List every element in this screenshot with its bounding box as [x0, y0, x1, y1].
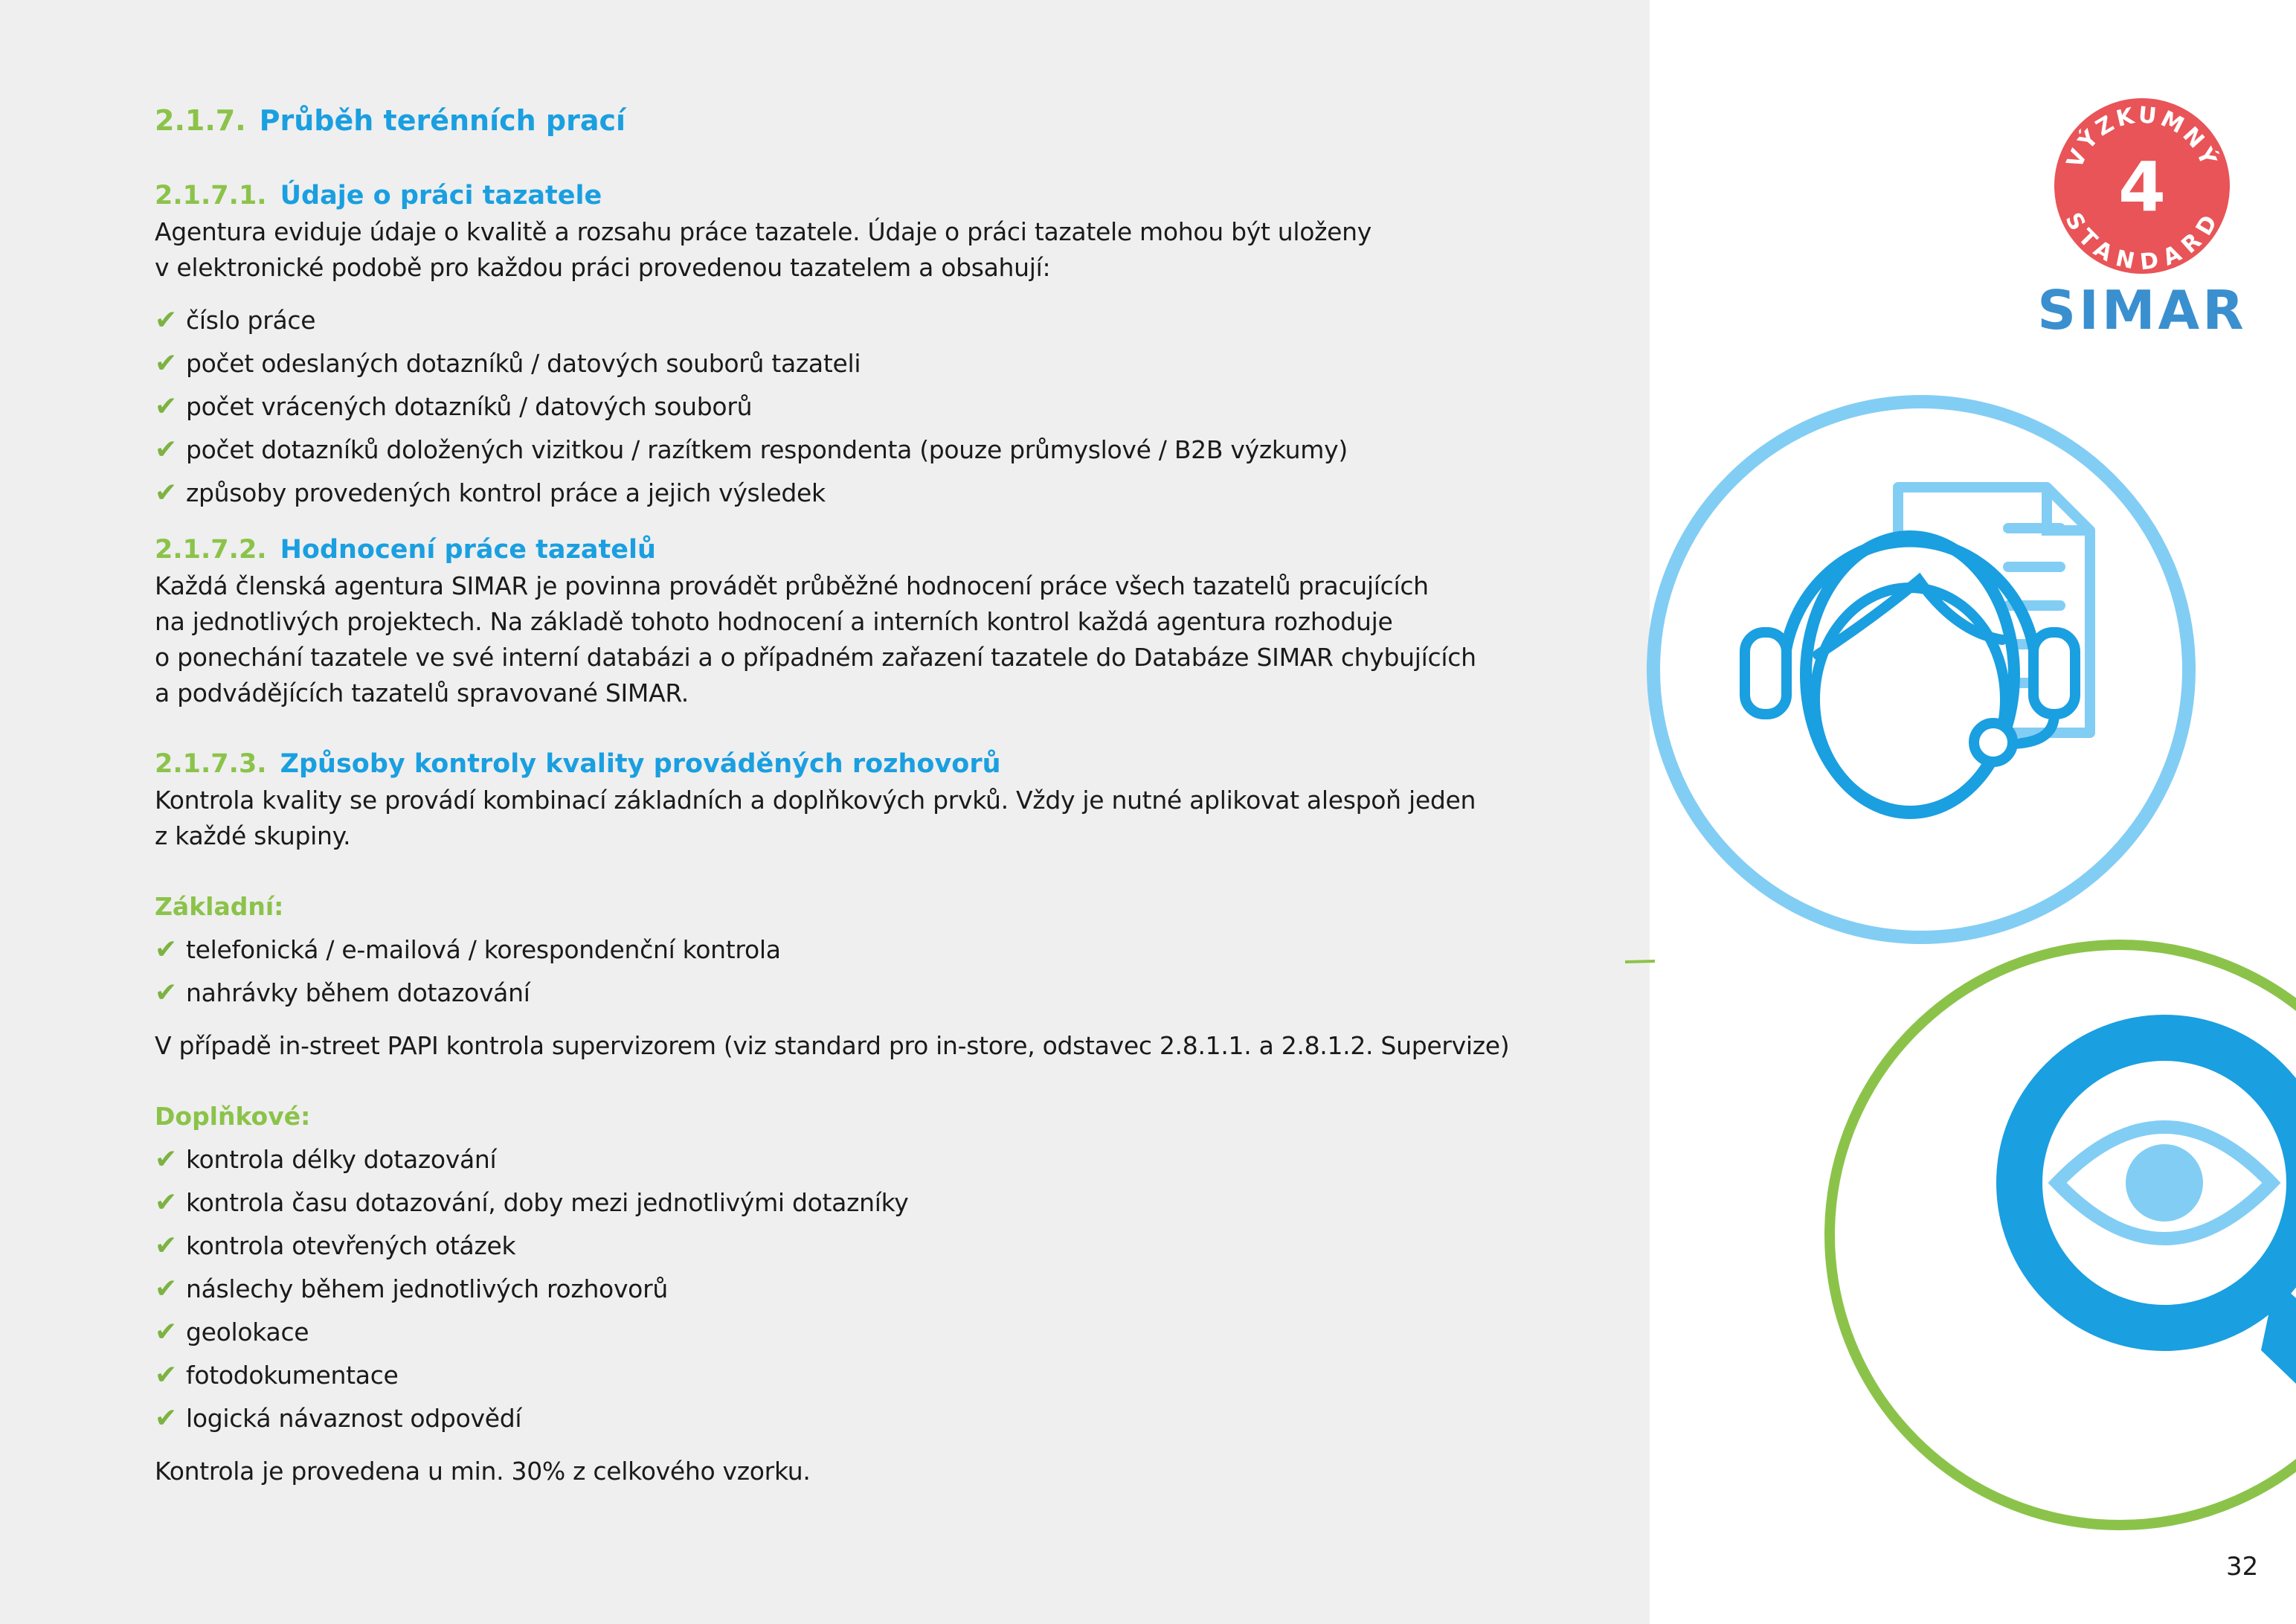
list-item: ✔ způsoby provedených kontrol práce a jejich výsledek: [155, 472, 1635, 515]
check-icon: ✔: [155, 1403, 177, 1434]
check-icon: ✔: [155, 478, 177, 508]
check-icon: ✔: [155, 934, 177, 965]
page-number: 32: [2226, 1552, 2259, 1582]
check-icon: ✔: [155, 1317, 177, 1347]
magnifier-eye-icon: [2019, 1038, 2296, 1384]
paragraph-line: na jednotlivých projektech. Na základě tohoto hodnocení a interních kontrol každá agentura rozhoduje: [155, 607, 1393, 636]
paragraph-line: Každá členská agentura SIMAR je povinna provádět průběžné hodnocení práce všech tazatelů pracujících: [155, 571, 1429, 600]
list-item: ✔ geolokace: [155, 1311, 1635, 1354]
section-title: Průběh terénních prací: [259, 104, 626, 137]
paragraph-line: v elektronické podobě pro každou práci provedenou tazatelem a obsahují:: [155, 253, 1051, 282]
simar-logo: SIMAR: [2037, 279, 2247, 341]
check-icon: ✔: [155, 391, 177, 422]
list-item: ✔ telefonická / e-mailová / korespondenční kontrola: [155, 928, 1635, 972]
list-item: ✔ počet vrácených dotazníků / datových souborů: [155, 385, 1635, 429]
list-item: ✔ kontrola času dotazování, doby mezi jednotlivými dotazníky: [155, 1181, 1635, 1225]
check-icon: ✔: [155, 1187, 177, 1218]
standard-badge: [2037, 98, 2246, 341]
badge-arc-bottom: STANDARD: [2059, 208, 2225, 276]
check-icon: ✔: [155, 978, 177, 1008]
subsection-title: Hodnocení práce tazatelů: [280, 535, 656, 565]
list-item: ✔ fotodokumentace: [155, 1354, 1635, 1397]
list-item: ✔ kontrola otevřených otázek: [155, 1225, 1635, 1268]
check-icon: ✔: [155, 1230, 177, 1261]
check-icon: ✔: [155, 434, 177, 465]
basic-group-label: Základní:: [155, 892, 284, 921]
paragraph-line: o ponechání tazatele ve své interní databázi a o případném zařazení tazatele do Databáze SIMAR chybujících: [155, 643, 1476, 672]
subsection-title: Způsoby kontroly kvality prováděných rozhovorů: [280, 749, 1001, 779]
paragraph-line: Kontrola kvality se provádí kombinací základních a doplňkových prvků. Vždy je nutné aplikovat alespoň jeden: [155, 786, 1476, 815]
green-stroke: [1625, 961, 1655, 962]
basic-note: V případě in-street PAPI kontrola supervizorem (viz standard pro in-store, odstavec 2.8.1.1. a 2.8.1.2. Supervize): [155, 1031, 1510, 1060]
check-icon: ✔: [155, 1144, 177, 1175]
list-item: ✔ počet odeslaných dotazníků / datových souborů tazateli: [155, 342, 1635, 385]
subsection-number: 2.1.7.3.: [155, 749, 267, 779]
check-icon: ✔: [155, 1274, 177, 1304]
interviewer-headset-icon: [1745, 487, 2090, 813]
list-item: ✔ kontrola délky dotazování: [155, 1138, 1635, 1181]
paragraph-line: a podvádějících tazatelů spravované SIMAR.: [155, 678, 689, 707]
list-item: ✔ náslechy během jednotlivých rozhovorů: [155, 1268, 1635, 1311]
section-number: 2.1.7.: [155, 104, 246, 137]
subsection-number: 2.1.7.1.: [155, 181, 267, 211]
badge-arc-top: VÝZKUMNÝ: [2062, 102, 2222, 173]
subsection-number: 2.1.7.2.: [155, 535, 267, 565]
paragraph-line: z každé skupiny.: [155, 821, 351, 850]
subsection-title: Údaje o práci tazatele: [280, 181, 602, 211]
list-item: ✔ počet dotazníků doložených vizitkou / razítkem respondenta (pouze průmyslové / B2B výzkumy): [155, 429, 1635, 472]
list-item: ✔ logická návaznost odpovědí: [155, 1397, 1635, 1440]
list-item: ✔ číslo práce: [155, 299, 1635, 342]
additional-group-label: Doplňkové:: [155, 1102, 311, 1131]
additional-note: Kontrola je provedena u min. 30% z celkového vzorku.: [155, 1457, 811, 1486]
paragraph-line: Agentura eviduje údaje o kvalitě a rozsahu práce tazatele. Údaje o práci tazatele mohou být uloženy: [155, 217, 1372, 246]
badge-number: 4: [2117, 147, 2167, 227]
list-item: ✔ nahrávky během dotazování: [155, 972, 1635, 1015]
check-icon: ✔: [155, 1360, 177, 1390]
check-icon: ✔: [155, 305, 177, 336]
check-icon: ✔: [155, 348, 177, 379]
